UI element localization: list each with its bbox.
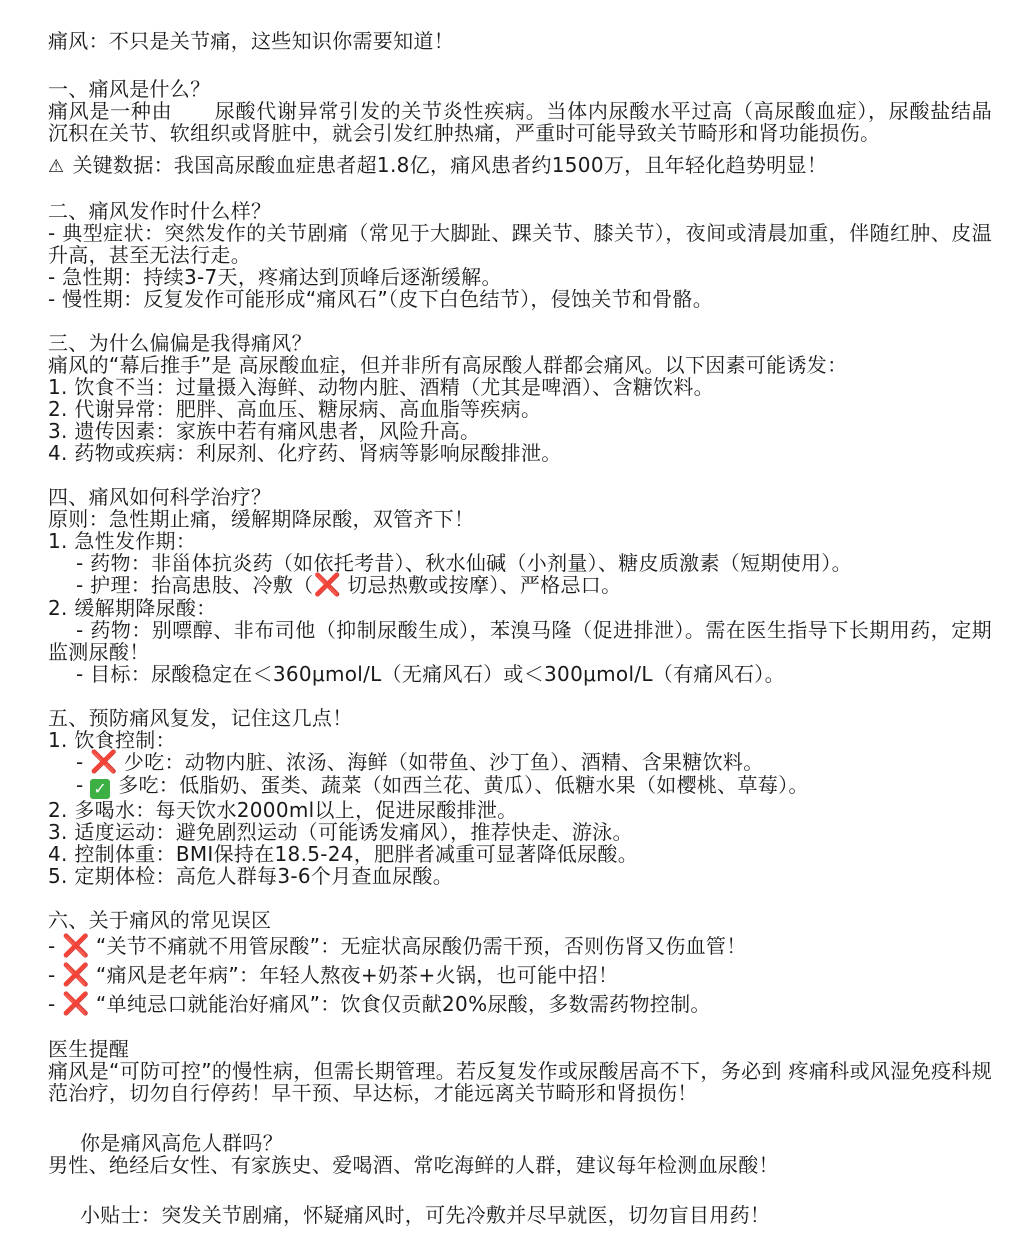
treatment-1b-post: 切忌热敷或按摩）、严格忌口。 (347, 573, 622, 597)
treatment-1b-pre: - 护理：抬高患肢、冷敷（ (76, 573, 314, 597)
cause-item-3: 3. 遗传因素：家族中若有痛风患者，风险升高。 (48, 419, 481, 443)
warning-icon: ⚠ (48, 156, 65, 177)
treatment-principle: 原则：急性期止痛，缓解期降尿酸，双管齐下！ (48, 507, 475, 531)
treatment-item-2a (48, 619, 992, 663)
prevention-1a-dash: - (76, 750, 91, 774)
section-1-paragraph (48, 100, 992, 144)
prevention-1b-dash: - (76, 773, 91, 797)
section-heading-2: 二、痛风发作时什么样？ (48, 199, 272, 223)
myth-item-3 (48, 993, 992, 1016)
doctor-heading: 医生提醒 (48, 1037, 130, 1061)
prevention-1a-text: 少吃：动物内脏、浓汤、海鲜（如带鱼、沙丁鱼）、酒精、含果糖饮料。 (123, 750, 764, 774)
doctor-text: 痛风是“可防可控”的慢性病，但需长期管理。若反复发作或尿酸居高不下，务必到 疼痛科或风湿免疫科规范治疗，切勿自行停药！早干预、早达标，才能远离关节畸形和肾损伤！ (48, 1059, 992, 1105)
treatment-item-2: 2. 缓解期降尿酸： (48, 596, 217, 620)
cause-item-4: 4. 药物或疾病：利尿剂、化疗药、肾病等影响尿酸排泄。 (48, 441, 562, 465)
section-heading-1: 一、痛风是什么？ (48, 77, 211, 101)
risk-question: 你是痛风高危人群吗？ (80, 1131, 283, 1155)
section-heading-6: 六、关于痛风的常见误区 (48, 908, 272, 932)
myth-3-dash: - (48, 992, 56, 1016)
section-heading-5: 五、预防痛风复发，记住这几点！ (48, 706, 353, 730)
myth-item-1 (48, 935, 992, 958)
tip-text: 小贴士：突发关节剧痛，怀疑痛风时，可先冷敷并尽早就医，切勿盲目用药！ (80, 1203, 771, 1227)
myth-2-text: “痛风是老年病”：年轻人熬夜+奶茶+火锅，也可能中招！ (95, 963, 619, 987)
treatment-item-1a: - 药物：非甾体抗炎药（如依托考昔）、秋水仙碱（小剂量）、糖皮质激素（短期使用）。 (76, 551, 852, 575)
prevention-1b-text: 多吃：低脂奶、蛋类、蔬菜（如西兰花、黄瓜）、低糖水果（如樱桃、草莓）。 (118, 773, 809, 797)
prevention-item-2: 2. 多喝水：每天饮水2000ml以上，促进尿酸排泄。 (48, 798, 518, 822)
key-data-text: 关键数据：我国高尿酸血症患者超1.8亿，痛风患者约1500万，且年轻化趋势明显！ (72, 153, 828, 177)
symptom-line-2: - 急性期：持续3-7天，疼痛达到顶峰后逐渐缓解。 (48, 265, 502, 289)
article-title: 痛风：不只是关节痛，这些知识你需要知道！ (48, 29, 454, 53)
prevention-item-1a (48, 751, 992, 774)
myth-1-dash: - (48, 934, 56, 958)
myth-item-2 (48, 964, 992, 987)
cause-item-2: 2. 代谢异常：肥胖、高血压、糖尿病、高血脂等疾病。 (48, 397, 542, 421)
myth-2-dash: - (48, 963, 56, 987)
prevention-item-1b (48, 774, 992, 799)
symptom-line-3: - 慢性期：反复发作可能形成“痛风石”（皮下白色结节），侵蚀关节和骨骼。 (48, 287, 714, 311)
check-mark-icon: ✓ (90, 779, 110, 799)
treatment-2a-text: - 药物：别嘌醇、非布司他（抑制尿酸生成），苯溴马隆（促进排泄）。需在医生指导下长期用药，定期监测尿酸！ (48, 618, 992, 664)
key-data-line (48, 154, 992, 178)
risk-answer: 男性、绝经后女性、有家族史、爱喝酒、常吃海鲜的人群，建议每年检测血尿酸！ (48, 1153, 779, 1177)
cross-mark-icon: ❌ (62, 934, 90, 959)
section-heading-4: 四、痛风如何科学治疗？ (48, 485, 272, 509)
myth-3-text: “单纯忌口就能治好痛风”：饮食仅贡献20%尿酸，多数需药物控制。 (95, 992, 711, 1016)
myth-1-text: “关节不痛就不用管尿酸”：无症状高尿酸仍需干预，否则伤肾又伤血管！ (95, 934, 747, 958)
cause-item-1: 1. 饮食不当：过量摄入海鲜、动物内脏、酒精（尤其是啤酒）、含糖饮料。 (48, 375, 714, 399)
symptom-line-1: - 典型症状：突然发作的关节剧痛（常见于大脚趾、踝关节、膝关节），夜间或清晨加重，伴随红肿、皮温升高，甚至无法行走。 (48, 221, 992, 267)
treatment-item-1b (48, 574, 992, 597)
cross-mark-icon: ❌ (313, 573, 342, 598)
section-heading-3: 三、为什么偏偏是我得痛风？ (48, 331, 312, 355)
prevention-item-4: 4. 控制体重：BMI保持在18.5-24，肥胖者减重可显著降低尿酸。 (48, 842, 639, 866)
s1-text-a: 痛风是一种由 (48, 99, 173, 123)
s1-text-b: 尿酸代谢异常引发的关节炎性疾病。当体内尿酸水平过高（高尿酸血症），尿酸盐结晶沉积在关节、软组织或肾脏中，就会引发红肿热痛，严重时可能导致关节畸形和肾功能损伤。 (48, 99, 992, 145)
cause-intro: 痛风的“幕后推手”是 高尿酸血症，但并非所有高尿酸人群都会痛风。以下因素可能诱发： (48, 353, 848, 377)
prevention-item-3: 3. 适度运动：避免剧烈运动（可能诱发痛风），推荐快走、游泳。 (48, 820, 633, 844)
prevention-item-1: 1. 饮食控制： (48, 728, 176, 752)
cross-mark-icon: ❌ (62, 992, 90, 1017)
prevention-item-5: 5. 定期体检：高危人群每3-6个月查血尿酸。 (48, 864, 454, 888)
treatment-item-1: 1. 急性发作期： (48, 529, 197, 553)
cross-mark-icon: ❌ (62, 963, 90, 988)
cross-mark-icon: ❌ (90, 750, 118, 775)
treatment-item-2b: - 目标：尿酸稳定在＜360μmol/L（无痛风石）或＜300μmol/L（有痛风石）。 (76, 662, 785, 686)
